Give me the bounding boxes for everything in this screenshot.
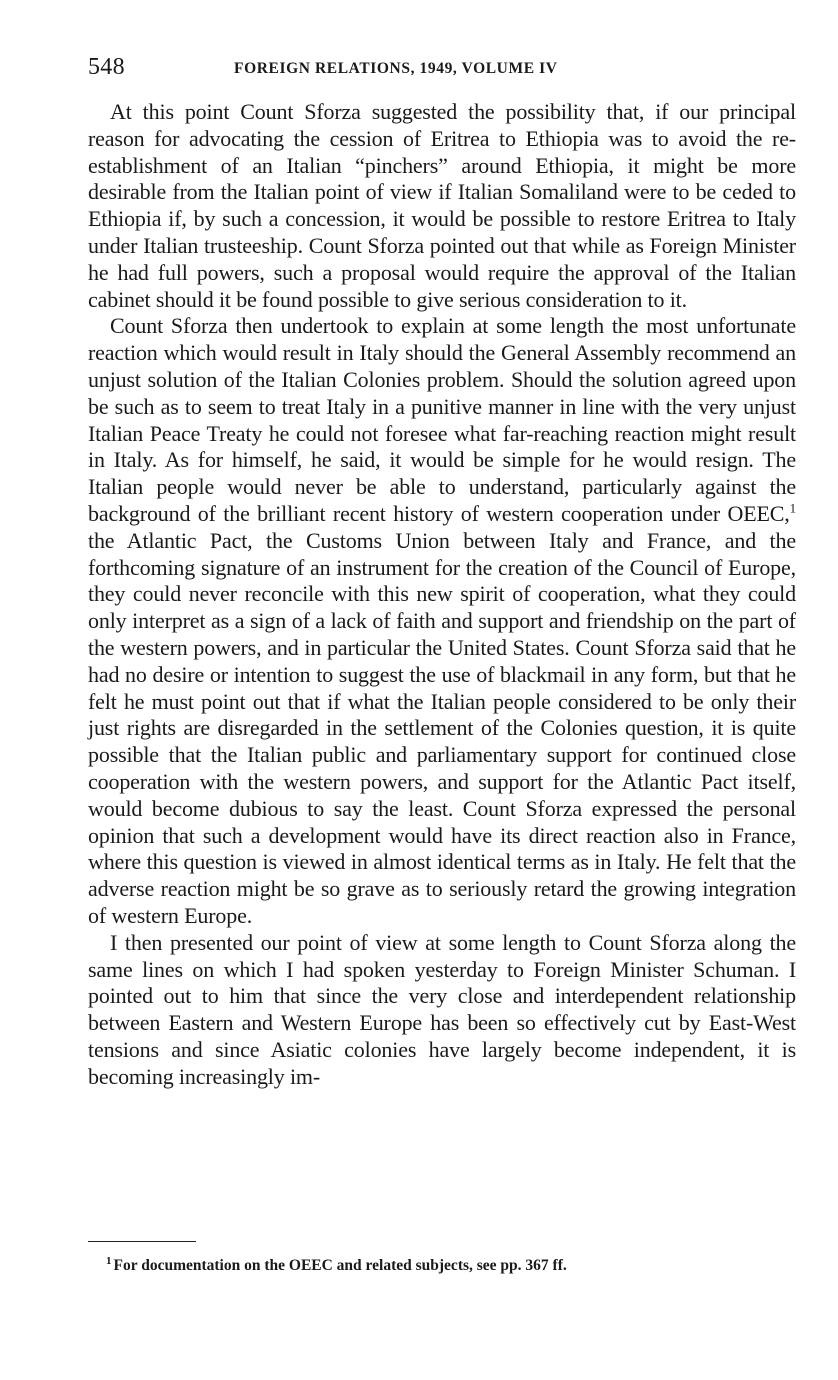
paragraph-our-view: I then presented our point of view at some length to Count Sforza along the same lines on which I had spoken yesterday to Foreign Minister Schuman. I pointed out to him that since the very close and interdependent relationship between Eastern and Western Europe has been so effectively cut by East-West tensions and since Asiatic colonies have largely become independent, it is becoming increasingly im- (88, 929, 796, 1089)
paragraph-sforza-proposal: At this point Count Sforza suggested the possibility that, if our principal reason for advocating the cession of Eritrea to Ethiopia was to avoid the re-establishment of an Italian “pinchers” around Ethiopia, it might be more desirable from the Italian point of view if Italian Somaliland were to be ceded to Ethiopia if, by such a concession, it would be possible to restore Eritrea to Italy under Italian trusteeship. Count Sforza pointed out that while as Foreign Minister he had full powers, such a proposal would require the approval of the Italian cabinet should it be found possible to give serious consideration to it. (88, 99, 796, 312)
footnote (106, 1256, 796, 1276)
paragraph-text-after-footnote: the Atlantic Pact, the Customs Union between Italy and France, and the forthcoming signature of an instrument for the creation of the Council of Europe, they could never reconcile with this new spirit of cooperation, what they could only interpret as a sign of a lack of faith and support and friendship on the part of the western powers, and in particular the United States. Count Sforza said that he had no desire or intention to suggest the use of blackmail in any form, but that he felt he must point out that if what the Italian people considered to be only their just rights are disregarded in the settlement of the Colonies question, it is quite possible that the Italian public and parliamentary support for continued close cooperation with the western powers, and support for the Atlantic Pact itself, would become dubious to say the least. Count Sforza expressed the personal opinion that such a development would have its direct reaction also in France, where this question is viewed in almost identical terms as in Italy. He felt that the adverse reaction might be so grave as to seriously retard the growing integration of western Europe. (88, 527, 796, 928)
footnote-text: For documentation on the OEEC and related subjects, see pp. 367 ff. (113, 1257, 567, 1274)
footnote-mark: 1 (106, 1254, 112, 1267)
body-text (88, 99, 796, 1090)
paragraph-text-before-footnote: Count Sforza then undertook to explain at some length the most unfortunate reaction which would result in Italy should the General Assembly recommend an unjust solution of the Italian Colonies problem. Should the solution agreed upon be such as to seem to treat Italy in a punitive manner in line with the very unjust Italian Peace Treaty he could not foresee what far-reaching reaction might result in Italy. As for himself, he said, it would be simple for he would resign. The Italian people would never be able to understand, particularly against the background of the brilliant recent history of western cooperation under OEEC, (88, 313, 796, 526)
running-head (88, 52, 796, 86)
page-number: 548 (88, 54, 125, 80)
paragraph-sforza-reaction (88, 313, 796, 929)
footnote-reference[interactable]: 1 (789, 500, 796, 516)
running-title: FOREIGN RELATIONS, 1949, VOLUME IV (234, 60, 558, 77)
footnote-divider (88, 1241, 196, 1242)
